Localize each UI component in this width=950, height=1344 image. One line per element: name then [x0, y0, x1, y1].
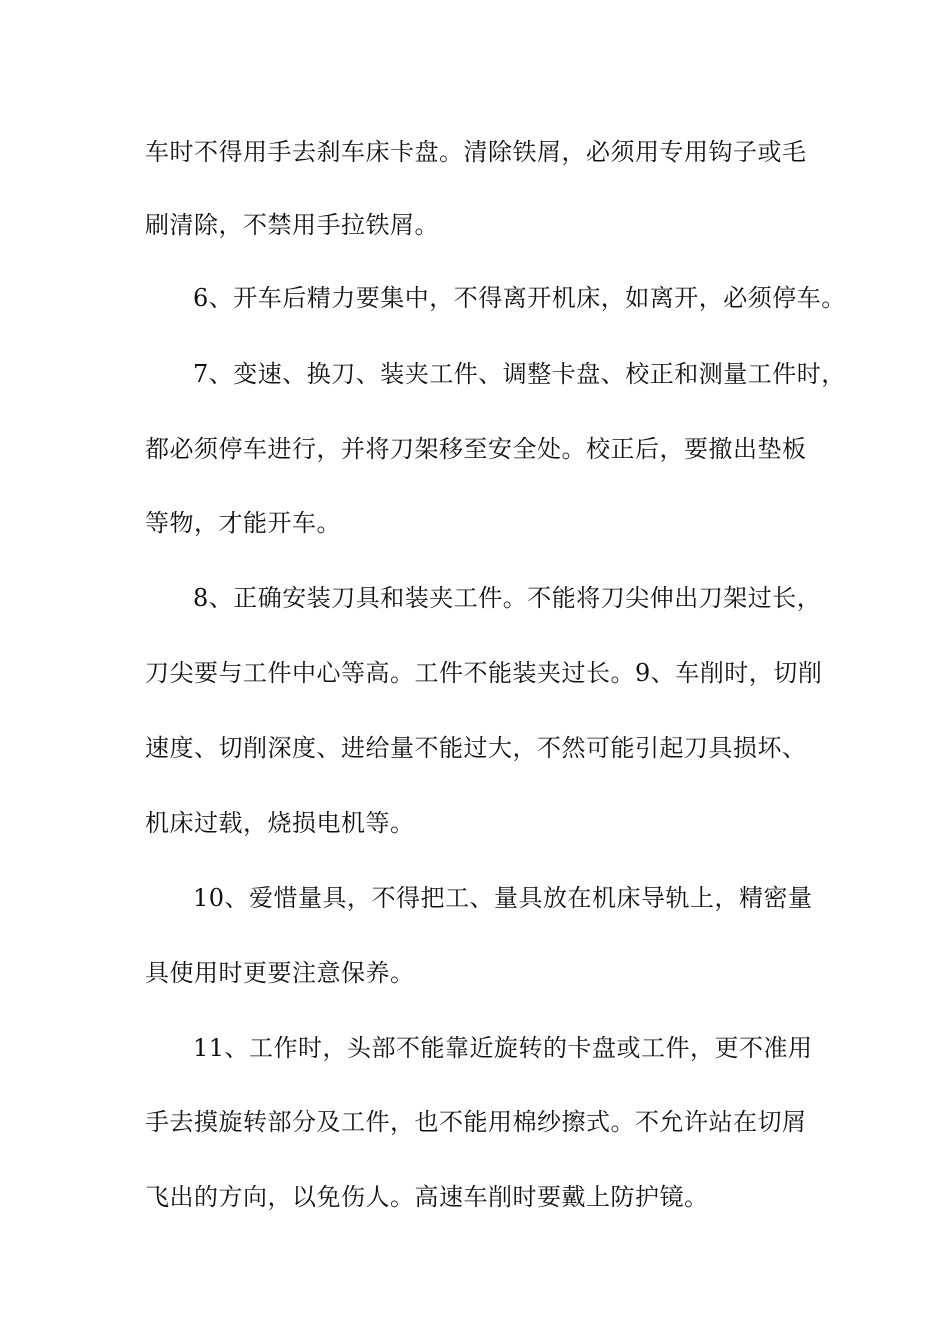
text-line: 速度、切削深度、进给量不能过大，不然可能引起刀具损坏、	[145, 734, 807, 762]
text-line: 都必须停车进行，并将刀架移至安全处。校正后，要撤出垫板	[145, 435, 807, 463]
text-line: 车时不得用手去刹车床卡盘。清除铁屑，必须用专用钩子或毛	[145, 138, 807, 166]
text-line: 机床过载，烧损电机等。	[145, 809, 415, 837]
text-line: 飞出的方向，以免伤人。高速车削时要戴上防护镜。	[145, 1183, 709, 1211]
text-line: 等物，才能开车。	[145, 509, 341, 537]
paragraph-10: 10、爱惜量具，不得把工、量具放在机床导轨上，精密量	[193, 884, 813, 912]
text-line: 具使用时更要注意保养。	[145, 959, 415, 987]
text-line: 手去摸旋转部分及工件，也不能用棉纱擦式。不允许站在切屑	[145, 1108, 807, 1136]
text-line: 刷清除，不禁用手拉铁屑。	[145, 211, 439, 239]
paragraph-6: 6、开车后精力要集中，不得离开机床，如离开，必须停车。	[193, 284, 846, 312]
text-line: 刀尖要与工件中心等高。工件不能装夹过长。9、车削时，切削	[145, 659, 823, 687]
paragraph-11: 11、工作时，头部不能靠近旋转的卡盘或工件，更不准用	[193, 1034, 813, 1062]
paragraph-7: 7、变速、换刀、装夹工件、调整卡盘、校正和测量工件时，	[193, 360, 846, 388]
paragraph-8: 8、正确安装刀具和装夹工件。不能将刀尖伸出刀架过长，	[193, 584, 822, 612]
